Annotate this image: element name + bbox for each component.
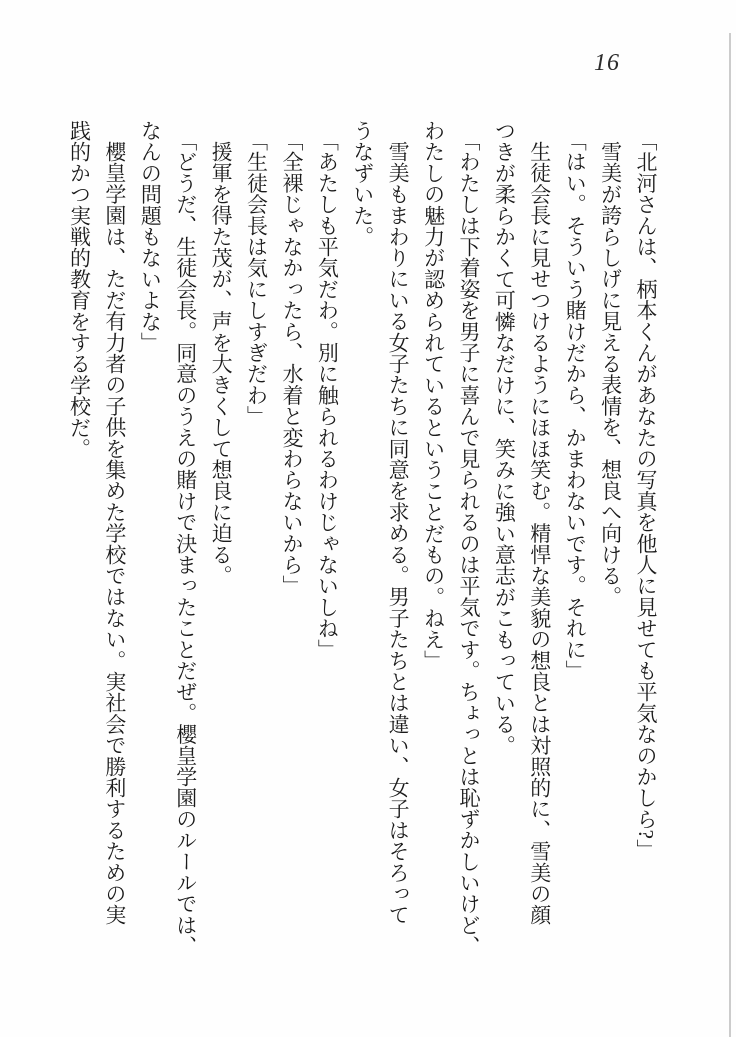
text-line: 践的かつ実戦的教育をする学校だ。 [67, 120, 92, 460]
text-line: 「北河さんは、柄本くんがあなたの写真を他人に見せても平気なのかしら?」 [634, 130, 658, 861]
page-edge-line [729, 33, 731, 1037]
text-line: 「全裸じゃなかったら、水着と変わらないから」 [279, 130, 304, 597]
text-line: 援軍を得た茂が、声を大きくして想良に迫る。 [209, 141, 234, 587]
page-number: 16 [594, 50, 620, 76]
text-line: わたしの魅力が認められているということだもの。ねえ」 [421, 120, 446, 672]
text-line: 雪美もまわりにいる女子たちに同意を求める。男子たちとは違い、女子はそろって [386, 141, 411, 926]
text-line: 櫻皇学園は、ただ有力者の子供を集めた学校ではない。実社会で勝利するための実 [102, 141, 127, 926]
text-line: 雪美が誇らしげに見える表情を、想良へ向ける。 [598, 141, 623, 608]
text-line: 「生徒会長は気にしすぎだわ」 [244, 130, 269, 427]
text-line: 「どうだ、生徒会長。同意のうえの賭けで決まったことだぜ。櫻皇学園のルールでは、 [173, 130, 198, 957]
text-line: うなずいた。 [350, 120, 375, 248]
text-block [61, 120, 663, 955]
text-line: 「わたしは下着姿を男子に喜んで見られるのは平気です。ちょっとは恥ずかしいけど、 [456, 130, 481, 957]
text-line: つきが柔らかくて可憐なだけに、笑みに強い意志がこもっている。 [492, 120, 517, 756]
text-line: 「はい。そういう賭けだから、かまわないです。それに」 [563, 130, 588, 682]
text-line: 「あたしも平気だわ。別に触られるわけじゃないしね」 [315, 130, 340, 660]
text-line: 生徒会長に見せつけるようにほほ笑む。精悍な美貌の想良とは対照的に、雪美の顔 [527, 141, 552, 926]
text-line: なんの問題もないよな」 [138, 120, 163, 354]
